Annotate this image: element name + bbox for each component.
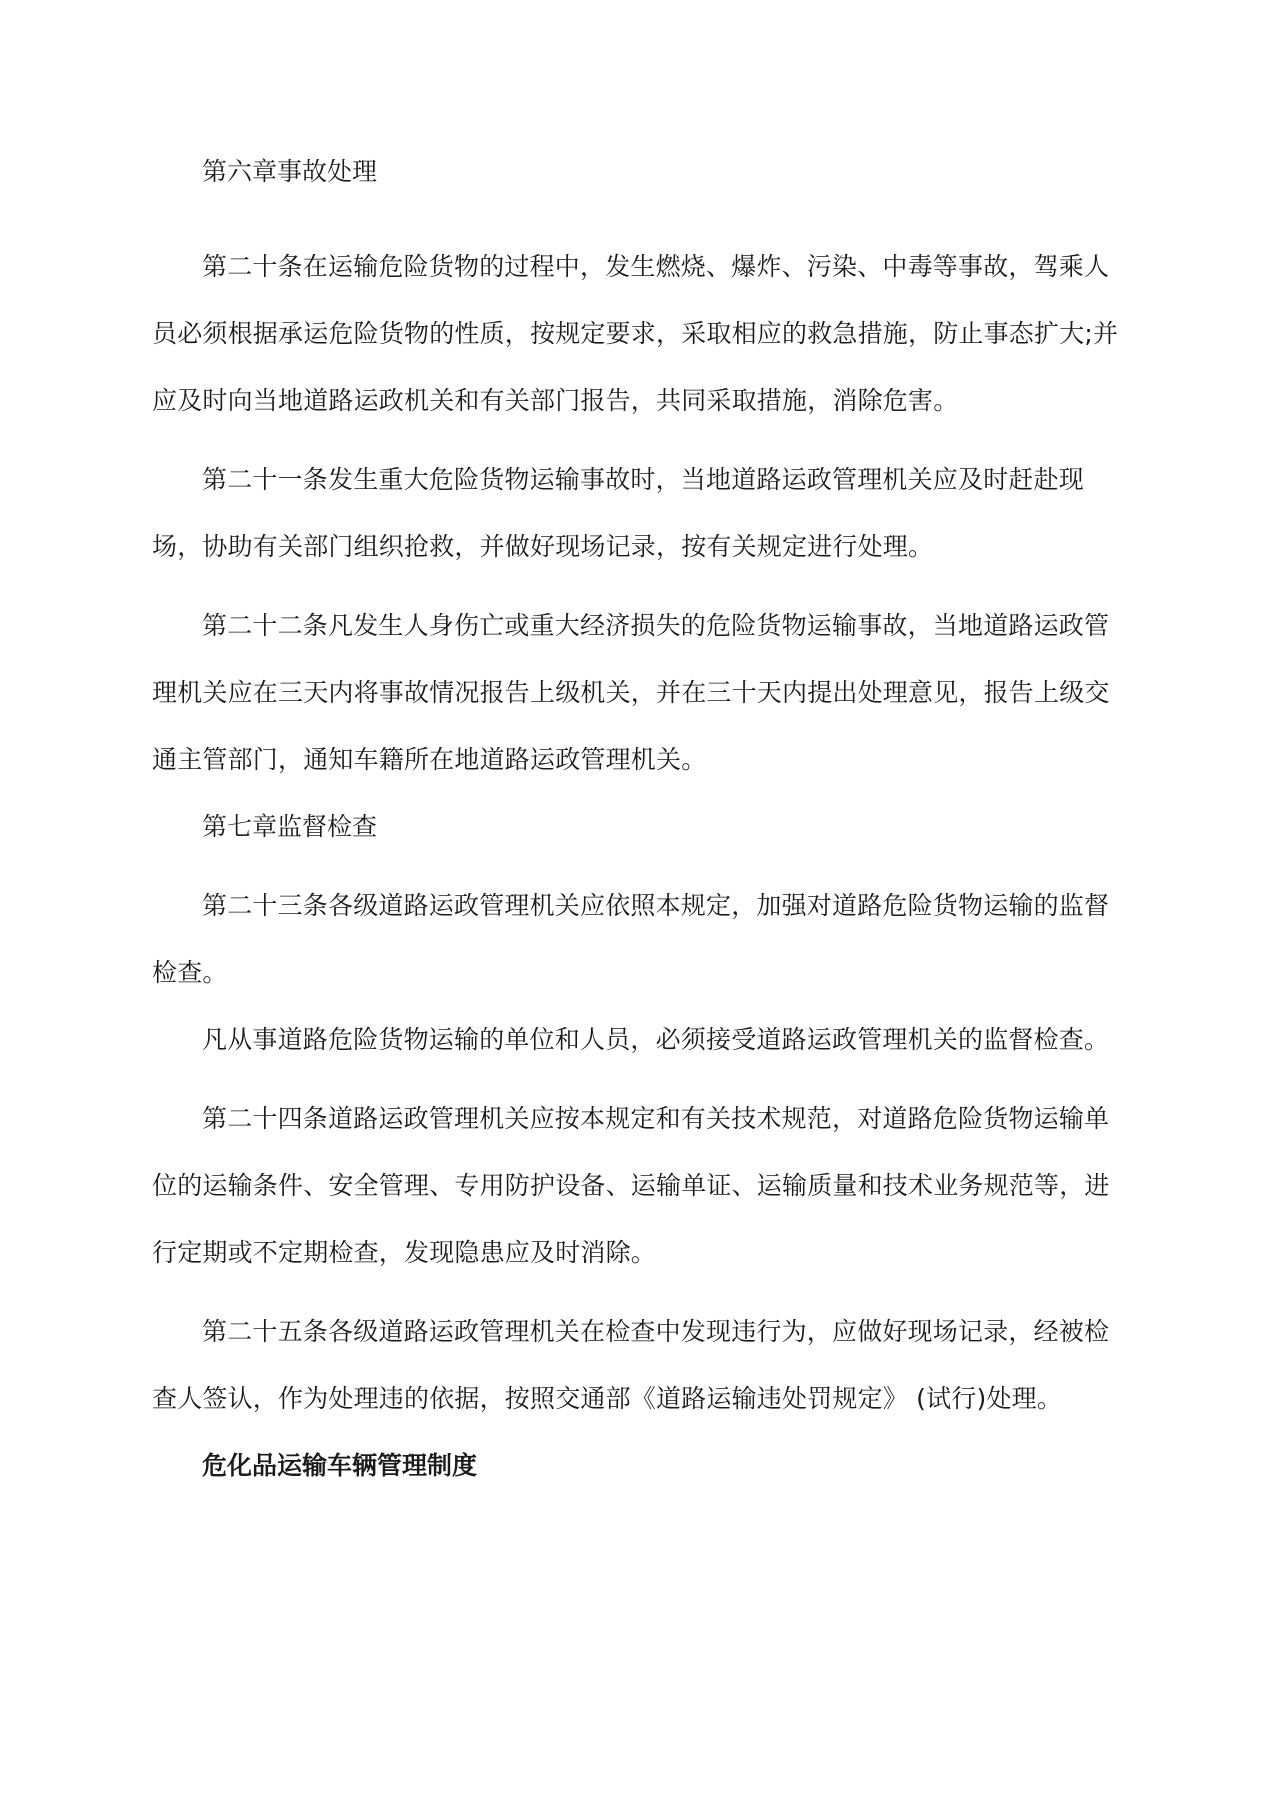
article-21: 第二十一条发生重大危险货物运输事故时，当地道路运政管理机关应及时赶赴现场，协助有关部门组织抢救，并做好现场记录，按有关规定进行处理。 bbox=[152, 465, 1085, 561]
article-22: 第二十二条凡发生人身伤亡或重大经济损失的危险货物运输事故，当地道路运政管理机关应在三天内将事故情况报告上级机关，并在三十天内提出处理意见，报告上级交通主管部门，通知车籍所在地道路运政管理机关。 bbox=[152, 611, 1110, 774]
next-section-title: 危化品运输车辆管理制度 bbox=[202, 1451, 478, 1480]
chapter-7-title: 第七章监督检查 bbox=[202, 812, 378, 841]
article-24: 第二十四条道路运政管理机关应按本规定和有关技术规范，对道路危险货物运输单位的运输条件、安全管理、专用防护设备、运输单证、运输质量和技术业务规范等，进行定期或不定期检查，发现隐患应及时消除。 bbox=[152, 1104, 1110, 1267]
document-body bbox=[152, 138, 1132, 1499]
chapter-6-title: 第六章事故处理 bbox=[202, 157, 378, 186]
article-23: 第二十三条各级道路运政管理机关应依照本规定，加强对道路危险货物运输的监督检查。 bbox=[152, 891, 1110, 987]
article-20: 第二十条在运输危险货物的过程中，发生燃烧、爆炸、污染、中毒等事故，驾乘人员必须根据承运危险货物的性质，按规定要求，采取相应的救急措施，防止事态扩大;并应及时向当地道路运政机关和有关部门报告，共同采取措施，消除危害。 bbox=[152, 252, 1119, 415]
article-23-paragraph-2: 凡从事道路危险货物运输的单位和人员，必须接受道路运政管理机关的监督检查。 bbox=[202, 1025, 1110, 1054]
article-25: 第二十五条各级道路运政管理机关在检查中发现违行为，应做好现场记录，经被检查人签认，作为处理违的依据，按照交通部《道路运输违处罚规定》 (试行)处理。 bbox=[152, 1317, 1110, 1413]
